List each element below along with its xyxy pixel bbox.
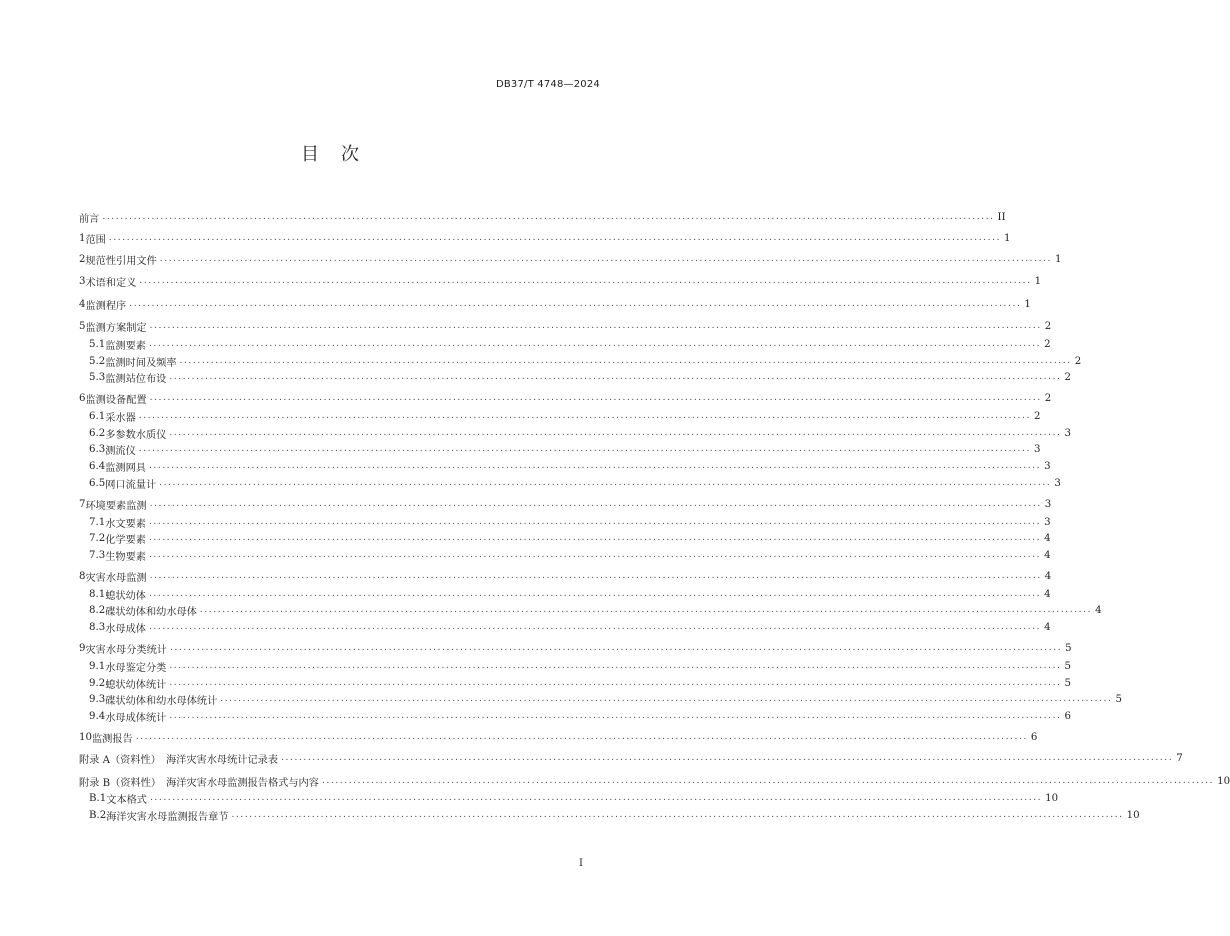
toc-entry-label: 监测网具: [105, 462, 146, 474]
toc-dot-leader: ........................................................................................................................................................................................................: [135, 732, 1028, 742]
toc-entry-number: 5.1: [89, 338, 106, 350]
toc-entry-page: 5: [1115, 693, 1122, 705]
toc-entry-label: 水母成体统计: [105, 712, 167, 724]
toc-entry-number: 6: [79, 392, 86, 404]
toc-entry-number: 6.4: [89, 460, 106, 472]
toc-entry-number: 5.3: [89, 371, 106, 383]
toc-dot-leader: ........................................................................................................................................................................................................: [149, 393, 1042, 403]
toc-entry[interactable]: [79, 807, 1140, 823]
toc-entry[interactable]: [79, 790, 1059, 806]
toc-entry-page: 1: [1034, 275, 1042, 287]
toc-entry-page: 3: [1044, 516, 1051, 528]
toc-entry-page: 4: [1044, 621, 1051, 633]
toc-dot-leader: ........................................................................................................................................................................................................: [138, 411, 1031, 421]
toc-dot-leader: ........................................................................................................................................................................................................: [148, 517, 1042, 527]
toc-entry-label: 监测站位布设: [105, 373, 167, 385]
toc-entry-number: 5.2: [89, 355, 106, 367]
toc-entry-number: 4: [79, 298, 86, 310]
toc-entry[interactable]: [79, 750, 1183, 766]
toc-entry-page: 3: [1064, 427, 1071, 439]
toc-entry-page: 5: [1065, 642, 1072, 654]
page-number: I: [579, 858, 583, 869]
toc-entry-number: 7: [79, 498, 86, 510]
toc-entry-label: 水文要素: [105, 518, 146, 530]
toc-entry-page: 10: [1045, 792, 1059, 804]
toc-entry-label: 多参数水质仪: [105, 429, 167, 441]
toc-entry[interactable]: [79, 408, 1041, 424]
toc-entry-label: 规范性引用文件: [85, 255, 157, 267]
toc-dot-leader: ........................................................................................................................................................................................................: [129, 299, 1022, 309]
toc-dot-leader: ........................................................................................................................................................................................................: [149, 321, 1042, 331]
toc-dot-leader: ........................................................................................................................................................................................................: [179, 356, 1072, 366]
toc-entry-label: 监测方案制定: [85, 322, 147, 334]
toc-entry-page: 2: [1064, 371, 1071, 383]
toc-entry-number: 8.3: [89, 621, 106, 633]
toc-entry-page: 2: [1074, 355, 1082, 367]
toc-entry-page: 4: [1044, 570, 1052, 582]
toc-entry-page: 2: [1044, 392, 1052, 404]
toc-entry[interactable]: [79, 619, 1051, 635]
toc-entry-label: 灾害水母分类统计: [85, 644, 167, 656]
toc-entry-label: 水母成体: [105, 623, 146, 635]
toc-entry-label: 监测时间及频率: [105, 357, 177, 369]
toc-entry-number: 9.2: [89, 677, 106, 689]
toc-entry-page: 1: [1054, 253, 1062, 265]
toc-dot-leader: ........................................................................................................................................................................................................: [102, 212, 995, 222]
toc-entry-page: 4: [1044, 549, 1051, 561]
toc-entry[interactable]: [79, 691, 1122, 707]
toc-entry[interactable]: [79, 390, 1052, 406]
toc-dot-leader: ........................................................................................................................................................................................................: [148, 622, 1042, 632]
toc-entry-label: 监测程序: [85, 300, 127, 312]
toc-entry-number: 5: [79, 320, 86, 332]
toc-dot-leader: ........................................................................................................................................................................................................: [321, 776, 1215, 786]
toc-entry-number: 6.1: [89, 410, 106, 422]
toc-dot-leader: ........................................................................................................................................................................................................: [149, 793, 1043, 803]
toc-entry-page: 4: [1044, 532, 1051, 544]
toc-entry[interactable]: [79, 547, 1051, 563]
toc-dot-leader: ........................................................................................................................................................................................................: [148, 461, 1042, 471]
toc-entry-label: 监测要素: [105, 340, 146, 352]
toc-entry[interactable]: [79, 530, 1051, 546]
toc-dot-leader: ........................................................................................................................................................................................................: [220, 694, 1113, 704]
toc-entry-label: 碟状幼体和幼水母体统计: [105, 695, 218, 707]
toc-entry-page: 4: [1044, 588, 1051, 600]
toc-entry-number: 8: [79, 570, 86, 582]
toc-entry[interactable]: [79, 425, 1071, 441]
toc-entry-number: 6.5: [89, 477, 106, 489]
toc-entry-number: 10: [79, 731, 92, 743]
toc-entry-label: 海洋灾害水母监测报告章节: [106, 811, 229, 823]
toc-entry-page: 5: [1064, 660, 1071, 672]
toc-entry-label: 监测报告: [91, 733, 133, 745]
toc-entry-number: 3: [79, 275, 86, 287]
toc-entry-label: 螅状幼体: [105, 590, 146, 602]
toc-dot-leader: ........................................................................................................................................................................................................: [199, 605, 1093, 615]
toc-entry[interactable]: [79, 568, 1052, 584]
toc-entry-label: 生物要素: [105, 551, 146, 563]
toc-entry[interactable]: [79, 441, 1041, 457]
toc-dot-leader: ........................................................................................................................................................................................................: [148, 339, 1042, 349]
toc-entry-label: 水母鉴定分类: [105, 662, 167, 674]
toc-entry[interactable]: [79, 729, 1038, 745]
toc-entry-label: 文本格式: [106, 794, 147, 806]
toc-entry[interactable]: [79, 336, 1051, 352]
toc-entry-page: 7: [1176, 752, 1183, 764]
toc-entry[interactable]: [79, 296, 1031, 312]
toc-entry-number: 9.4: [89, 710, 106, 722]
toc-entry-label: 前言: [79, 213, 100, 225]
toc-entry[interactable]: [79, 773, 1230, 789]
toc-dot-leader: ........................................................................................................................................................................................................: [169, 661, 1062, 671]
toc-entry-label: 灾害水母监测: [85, 572, 147, 584]
toc-dot-leader: ........................................................................................................................................................................................................: [169, 428, 1062, 438]
toc-entry-number: 7.1: [89, 516, 106, 528]
toc-dot-leader: ........................................................................................................................................................................................................: [149, 571, 1042, 581]
toc-entry-number: 6.3: [89, 443, 106, 455]
toc-entry[interactable]: [79, 675, 1071, 691]
toc-entry-page: 6: [1064, 710, 1071, 722]
toc-entry-page: 4: [1095, 604, 1102, 616]
toc-dot-leader: ........................................................................................................................................................................................................: [169, 678, 1062, 688]
toc-entry[interactable]: [79, 708, 1071, 724]
toc-entry-page: 3: [1044, 498, 1052, 510]
page-title: 目 次: [301, 144, 361, 165]
toc-dot-leader: ........................................................................................................................................................................................................: [231, 810, 1124, 820]
toc-entry-page: 3: [1033, 443, 1041, 455]
toc-entry-page: 2: [1044, 338, 1051, 350]
toc-entry-number: 8.1: [89, 588, 106, 600]
toc-entry-number: 9.3: [89, 693, 106, 705]
toc-dot-leader: ........................................................................................................................................................................................................: [139, 276, 1032, 286]
toc-entry-page: 1: [1004, 232, 1011, 244]
toc-entry-page: 5: [1064, 677, 1071, 689]
toc-entry-number: 9: [79, 642, 86, 654]
toc-entry[interactable]: [79, 318, 1052, 334]
toc-dot-leader: ........................................................................................................................................................................................................: [149, 499, 1042, 509]
toc-entry[interactable]: [79, 369, 1071, 385]
toc-entry-label: 附录 A（资料性） 海洋灾害水母统计记录表: [79, 754, 279, 766]
toc-dot-leader: ........................................................................................................................................................................................................: [169, 643, 1063, 653]
toc-entry[interactable]: [79, 251, 1062, 267]
toc-entry[interactable]: [79, 475, 1061, 491]
toc-entry[interactable]: [79, 230, 1011, 246]
toc-dot-leader: ........................................................................................................................................................................................................: [138, 444, 1031, 454]
toc-dot-leader: ........................................................................................................................................................................................................: [159, 254, 1052, 264]
toc-entry-label: 碟状幼体和幼水母体: [105, 606, 197, 618]
toc-entry-label: 范围: [85, 234, 106, 246]
toc-dot-leader: ........................................................................................................................................................................................................: [148, 589, 1042, 599]
toc-entry-number: B.1: [89, 792, 107, 804]
toc-entry[interactable]: [79, 586, 1051, 602]
toc-entry-number: B.2: [89, 809, 107, 821]
toc-entry-number: 9.1: [89, 660, 106, 672]
toc-dot-leader: ........................................................................................................................................................................................................: [108, 233, 1002, 243]
toc-entry[interactable]: [79, 602, 1102, 618]
toc-entry[interactable]: [79, 658, 1071, 674]
toc-entry-number: 6.2: [89, 427, 106, 439]
toc-entry[interactable]: [79, 209, 1006, 225]
toc-entry-page: 10: [1126, 809, 1140, 821]
toc-entry-label: 测流仪: [105, 445, 136, 457]
toc-entry-page: 3: [1044, 460, 1051, 472]
toc-entry-number: 1: [79, 232, 86, 244]
toc-entry-label: 环境要素监测: [85, 500, 147, 512]
toc-entry-page: 3: [1054, 477, 1061, 489]
toc-entry-page: II: [997, 211, 1006, 223]
toc-entry-number: 7.3: [89, 549, 106, 561]
toc-entry-number: 8.2: [89, 604, 106, 616]
toc-dot-leader: ........................................................................................................................................................................................................: [281, 753, 1174, 763]
toc-entry[interactable]: [79, 458, 1051, 474]
toc-dot-leader: ........................................................................................................................................................................................................: [169, 372, 1062, 382]
toc-entry-page: 2: [1033, 410, 1041, 422]
toc-dot-leader: ........................................................................................................................................................................................................: [148, 533, 1042, 543]
toc-entry-label: 化学要素: [105, 534, 146, 546]
toc-entry-number: 7.2: [89, 532, 106, 544]
toc-entry-label: 术语和定义: [85, 277, 137, 289]
toc-entry[interactable]: [79, 496, 1052, 512]
toc-entry-page: 6: [1030, 731, 1038, 743]
toc-entry-label: 附录 B（资料性） 海洋灾害水母监测报告格式与内容: [79, 777, 319, 789]
toc-entry[interactable]: [79, 273, 1042, 289]
toc-dot-leader: ........................................................................................................................................................................................................: [159, 478, 1052, 488]
toc-entry-page: 10: [1217, 775, 1230, 787]
standard-code: DB37/T 4748—2024: [495, 79, 600, 90]
toc-entry-number: 2: [79, 253, 86, 265]
toc-entry-label: 网口流量计: [105, 479, 157, 491]
toc-dot-leader: ........................................................................................................................................................................................................: [169, 711, 1062, 721]
toc-entry[interactable]: [79, 514, 1051, 530]
toc-entry-label: 采水器: [105, 412, 136, 424]
toc-entry-page: 1: [1024, 298, 1031, 310]
toc-entry[interactable]: [79, 353, 1082, 369]
toc-entry[interactable]: [79, 640, 1072, 656]
toc-entry-page: 2: [1044, 320, 1052, 332]
toc-entry-label: 螅状幼体统计: [105, 679, 167, 691]
toc-entry-label: 监测设备配置: [85, 394, 147, 406]
toc-dot-leader: ........................................................................................................................................................................................................: [148, 550, 1042, 560]
